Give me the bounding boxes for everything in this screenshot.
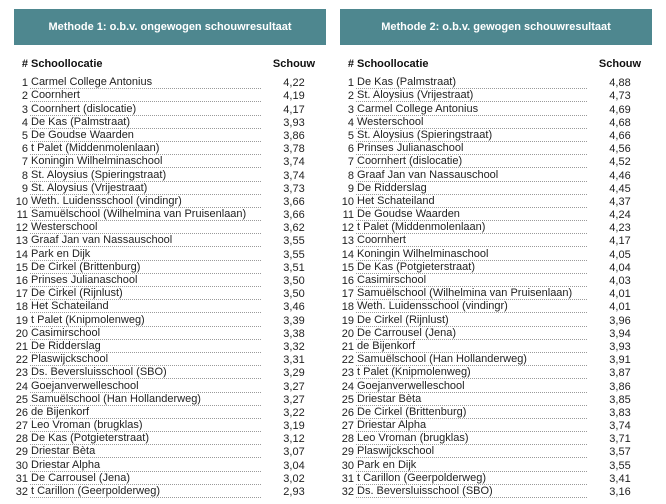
table-row [340,406,652,419]
table-row [340,485,652,498]
table-row [14,313,326,326]
table-row [340,168,652,181]
table-row [14,379,326,392]
school-name-cell: Het Schateiland [30,300,261,313]
score-cell: 3,27 [283,393,305,406]
rank-cell: 6 [347,143,354,156]
school-name-cell: Weth. Luidensschool (vindingr) [356,300,587,313]
score-cell: 3,85 [609,393,631,406]
score-cell: 4,19 [283,90,305,103]
score-cell: 4,01 [609,301,631,314]
score-cell: 3,87 [609,367,631,380]
score-cell: 3,19 [283,420,305,433]
rank-cell: 15 [341,261,354,274]
rank-cell: 29 [15,446,28,459]
table-row [340,182,652,195]
rank-cell: 22 [15,354,28,367]
rank-cell: 20 [15,327,28,340]
rank-cell: 10 [341,195,354,208]
rank-cell: 25 [15,393,28,406]
rank-cell: 12 [341,222,354,235]
rank-cell: 10 [15,195,28,208]
rank-cell: 24 [341,380,354,393]
rank-cell: 2 [21,90,28,103]
score-cell: 3,66 [283,195,305,208]
school-name-cell: t Palet (Knipmolenweg) [30,314,261,327]
table-row [14,261,326,274]
rank-cell: 17 [341,288,354,301]
table-row [14,340,326,353]
column-header-location: Schoollocatie [31,58,103,70]
rank-cell: 32 [341,486,354,498]
column-header-row [14,49,326,70]
rank-cell: 28 [341,433,354,446]
table-row [14,155,326,168]
rank-cell: 20 [341,327,354,340]
score-cell: 3,74 [283,156,305,169]
score-cell: 3,96 [609,314,631,327]
rank-cell: 8 [347,169,354,182]
score-cell: 3,50 [283,275,305,287]
rank-cell: 31 [15,472,28,485]
school-name-cell: Park en Dijk [356,459,587,472]
table-title: Methode 1: o.b.v. ongewogen schouwresultaat [14,9,326,45]
table-row [340,432,652,445]
school-name-cell: de Bijenkorf [356,340,587,353]
school-name-cell: De Kas (Potgieterstraat) [30,432,261,445]
score-cell: 3,74 [609,420,631,433]
column-header-rank: # [21,58,28,70]
rank-cell: 21 [341,340,354,353]
school-name-cell: Prinses Julianaschool [30,274,261,287]
school-name-cell: Carmel College Antonius [30,76,261,89]
score-cell: 4,17 [609,235,631,248]
rank-cell: 31 [341,472,354,485]
school-name-cell: Driestar Bèta [356,393,587,406]
school-name-cell: Weth. Luidensschool (vindingr) [30,195,261,208]
table-row [340,393,652,406]
school-name-cell: Koningin Wilhelminaschool [30,155,261,168]
rank-cell: 4 [21,116,28,129]
table-row [14,168,326,181]
score-cell: 3,07 [283,446,305,459]
rank-cell: 12 [15,222,28,235]
school-name-cell: Prinses Julianaschool [356,142,587,155]
school-name-cell: St. Aloysius (Vrijestraat) [356,89,587,102]
school-name-cell: Samuëlschool (Han Hollanderweg) [356,353,587,366]
table-row [14,142,326,155]
score-cell: 2,93 [283,486,305,498]
table-row [14,195,326,208]
score-cell: 3,29 [283,367,305,380]
table-row [340,472,652,485]
score-cell: 4,23 [609,222,631,235]
rank-cell: 11 [342,209,354,222]
rank-cell: 7 [21,156,28,169]
score-cell: 3,93 [609,340,631,353]
rank-cell: 4 [347,116,354,129]
school-name-cell: t Palet (Middenmolenlaan) [356,221,587,234]
school-name-cell: Ds. Beversluisschool (SBO) [30,366,261,379]
ranking-table-methode-2 [340,0,652,498]
school-name-cell: Graaf Jan van Nassauschool [30,234,261,247]
school-name-cell: De Ridderslag [356,182,587,195]
score-cell: 3,62 [283,222,305,235]
table-row [14,485,326,498]
column-header-score: Schouw [598,58,642,70]
table-row [340,340,652,353]
rank-cell: 17 [15,288,28,301]
rank-cell: 14 [15,248,28,261]
rank-cell: 29 [341,446,354,459]
score-cell: 4,56 [609,143,631,156]
score-cell: 3,55 [283,235,305,248]
school-name-cell: Leo Vroman (brugklas) [356,432,587,445]
rank-cell: 21 [15,340,28,353]
school-name-cell: t Carillon (Geerpolderweg) [356,472,587,485]
school-name-cell: Coornhert [356,234,587,247]
score-cell: 4,17 [283,103,305,116]
score-cell: 3,41 [609,472,631,485]
table-row [340,419,652,432]
score-cell: 3,38 [283,327,305,340]
rank-cell: 2 [347,90,354,103]
rank-cell: 26 [15,406,28,419]
school-name-cell: Coornhert [30,89,261,102]
score-cell: 4,05 [609,248,631,261]
school-name-cell: Leo Vroman (brugklas) [30,419,261,432]
score-cell: 4,88 [609,77,631,90]
school-name-cell: De Kas (Palmstraat) [30,116,261,129]
score-cell: 3,74 [283,169,305,182]
school-name-cell: Coornhert (dislocatie) [356,155,587,168]
school-name-cell: t Carillon (Geerpolderweg) [30,485,261,498]
school-name-cell: Coornhert (dislocatie) [30,103,261,116]
score-cell: 3,32 [283,340,305,353]
score-cell: 3,55 [609,459,631,472]
table-row [14,76,326,89]
table-row [14,327,326,340]
table-row [14,287,326,300]
table-row [14,393,326,406]
school-name-cell: St. Aloysius (Spieringstraat) [30,169,261,182]
school-name-cell: De Cirkel (Brittenburg) [30,261,261,274]
table-row [340,89,652,102]
score-cell: 3,46 [283,301,305,314]
rank-cell: 5 [347,129,354,142]
table-row [340,155,652,168]
table-row [14,221,326,234]
rank-cell: 19 [15,314,28,327]
score-cell: 4,52 [609,156,631,169]
school-name-cell: Casimirschool [356,274,587,287]
score-cell: 4,03 [609,275,631,287]
score-cell: 4,69 [609,103,631,116]
rank-cell: 3 [347,103,354,116]
rank-cell: 23 [15,367,28,380]
school-name-cell: Ds. Beversluisschool (SBO) [356,485,587,498]
score-cell: 3,66 [283,209,305,222]
score-cell: 3,39 [283,314,305,327]
table-row [340,129,652,142]
table-row [14,234,326,247]
rank-cell: 1 [347,77,354,90]
column-header-row [340,49,652,70]
school-name-cell: de Bijenkorf [30,406,261,419]
score-cell: 3,94 [609,327,631,340]
column-header-score: Schouw [272,58,316,70]
rank-cell: 25 [341,393,354,406]
score-cell: 3,12 [283,433,305,446]
rank-cell: 18 [15,301,28,314]
score-cell: 4,22 [283,77,305,90]
score-cell: 4,37 [609,195,631,208]
table-row [340,445,652,458]
table-row [340,142,652,155]
rank-cell: 8 [21,169,28,182]
table-row [340,102,652,115]
score-cell: 3,31 [283,354,305,367]
school-name-cell: St. Aloysius (Vrijestraat) [30,182,261,195]
school-name-cell: Casimirschool [30,327,261,340]
table-row [14,300,326,313]
table-row [340,76,652,89]
score-cell: 3,02 [283,472,305,485]
school-name-cell: Goejanverwelleschool [30,380,261,393]
rank-cell: 16 [15,275,28,287]
school-name-cell: De Carrousel (Jena) [356,327,587,340]
school-name-cell: Westerschool [356,116,587,129]
rank-cell: 22 [341,354,354,367]
score-cell: 3,22 [283,406,305,419]
rank-cell: 23 [341,367,354,380]
rank-cell: 26 [341,406,354,419]
score-cell: 3,93 [283,116,305,129]
table-body [14,76,326,498]
table-row [340,313,652,326]
score-cell: 3,16 [609,486,631,498]
school-name-cell: Samuëlschool (Wilhelmina van Pruisenlaan) [30,208,261,221]
table-row [340,195,652,208]
score-cell: 3,51 [283,261,305,274]
school-name-cell: De Goudse Waarden [356,208,587,221]
rank-cell: 18 [341,301,354,314]
rank-cell: 24 [15,380,28,393]
rank-cell: 7 [347,156,354,169]
school-name-cell: De Goudse Waarden [30,129,261,142]
score-cell: 3,55 [283,248,305,261]
school-name-cell: De Kas (Palmstraat) [356,76,587,89]
table-row [340,287,652,300]
score-cell: 3,71 [609,433,631,446]
score-cell: 3,04 [283,459,305,472]
school-name-cell: De Ridderslag [30,340,261,353]
rank-cell: 15 [15,261,28,274]
rank-cell: 1 [21,77,28,90]
score-cell: 3,83 [609,406,631,419]
table-row [340,300,652,313]
score-cell: 3,27 [283,380,305,393]
school-name-cell: De Kas (Potgieterstraat) [356,261,587,274]
table-row [340,274,652,287]
school-name-cell: Het Schateiland [356,195,587,208]
rank-cell: 11 [16,209,28,222]
rank-cell: 13 [15,235,28,248]
score-cell: 3,86 [609,380,631,393]
rank-cell: 13 [341,235,354,248]
rank-cell: 30 [341,459,354,472]
table-row [340,458,652,471]
table-row [14,89,326,102]
table-row [14,432,326,445]
table-row [340,366,652,379]
school-name-cell: Plaswijckschool [356,445,587,458]
rank-cell: 6 [21,143,28,156]
school-name-cell: De Cirkel (Rijnlust) [356,314,587,327]
score-cell: 4,04 [609,261,631,274]
school-name-cell: t Palet (Knipmolenweg) [356,366,587,379]
table-row [340,247,652,260]
table-row [14,182,326,195]
rank-cell: 9 [21,182,28,195]
table-row [340,261,652,274]
score-cell: 4,68 [609,116,631,129]
rank-cell: 16 [341,275,354,287]
school-name-cell: Goejanverwelleschool [356,380,587,393]
rank-cell: 30 [15,459,28,472]
column-header-rank: # [347,58,354,70]
table-row [14,406,326,419]
school-name-cell: Samuëlschool (Wilhelmina van Pruisenlaan) [356,287,587,300]
school-name-cell: Driestar Alpha [30,459,261,472]
table-row [14,116,326,129]
rank-cell: 14 [341,248,354,261]
table-row [14,472,326,485]
score-cell: 4,01 [609,288,631,301]
score-cell: 4,46 [609,169,631,182]
table-row [14,102,326,115]
table-row [340,208,652,221]
school-name-cell: Driestar Alpha [356,419,587,432]
rank-cell: 28 [15,433,28,446]
school-name-cell: Plaswijckschool [30,353,261,366]
score-cell: 3,91 [609,354,631,367]
table-row [340,327,652,340]
table-row [14,208,326,221]
rank-cell: 9 [347,182,354,195]
column-header-location: Schoollocatie [357,58,429,70]
table-row [14,353,326,366]
table-row [14,419,326,432]
school-name-cell: t Palet (Middenmolenlaan) [30,142,261,155]
score-cell: 4,73 [609,90,631,103]
rank-cell: 5 [21,129,28,142]
score-cell: 4,45 [609,182,631,195]
school-name-cell: Driestar Bèta [30,445,261,458]
rank-cell: 19 [341,314,354,327]
rank-cell: 3 [21,103,28,116]
school-name-cell: Graaf Jan van Nassauschool [356,169,587,182]
table-row [14,129,326,142]
score-cell: 4,24 [609,209,631,222]
score-cell: 3,78 [283,143,305,156]
score-cell: 3,86 [283,129,305,142]
table-row [14,458,326,471]
table-row [340,116,652,129]
table-row [14,445,326,458]
ranking-table-methode-1 [14,0,326,498]
school-name-cell: Carmel College Antonius [356,103,587,116]
school-name-cell: Koningin Wilhelminaschool [356,248,587,261]
school-name-cell: Park en Dijk [30,248,261,261]
school-name-cell: De Cirkel (Brittenburg) [356,406,587,419]
table-row [340,379,652,392]
table-row [340,221,652,234]
school-name-cell: De Cirkel (Rijnlust) [30,287,261,300]
score-cell: 3,73 [283,182,305,195]
table-row [14,366,326,379]
score-cell: 4,66 [609,129,631,142]
table-row [340,353,652,366]
table-row [14,247,326,260]
rank-cell: 27 [341,420,354,433]
table-row [340,234,652,247]
table-title: Methode 2: o.b.v. gewogen schouwresultaat [340,9,652,45]
score-cell: 3,57 [609,446,631,459]
rank-cell: 27 [15,420,28,433]
rank-cell: 32 [15,486,28,498]
score-cell: 3,50 [283,288,305,301]
school-name-cell: Westerschool [30,221,261,234]
school-name-cell: De Carrousel (Jena) [30,472,261,485]
table-body [340,76,652,498]
school-name-cell: Samuëlschool (Han Hollanderweg) [30,393,261,406]
school-name-cell: St. Aloysius (Spieringstraat) [356,129,587,142]
table-row [14,274,326,287]
